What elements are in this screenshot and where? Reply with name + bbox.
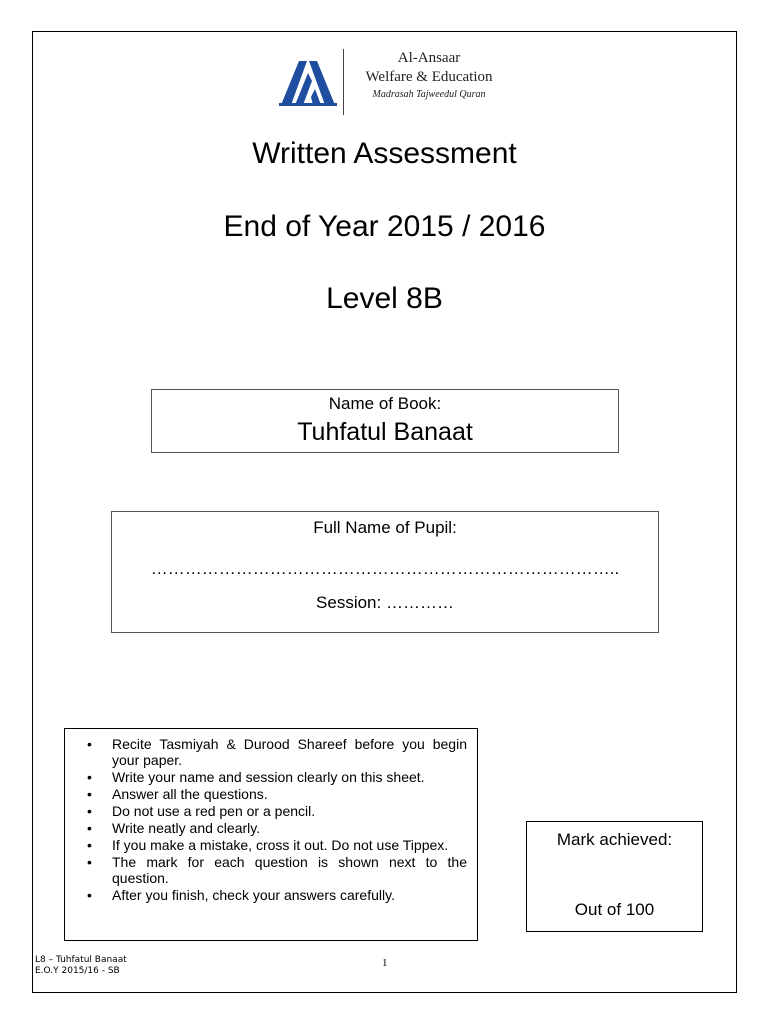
pupil-name-blank: ……………………………………………………………………….. — [150, 559, 620, 578]
mark-achieved-box — [526, 821, 703, 932]
pupil-name-label: Full Name of Pupil: — [313, 518, 457, 537]
logo-divider — [343, 49, 344, 115]
bullet-icon: • — [87, 786, 92, 802]
footer-info — [35, 955, 127, 977]
pupil-details-box — [111, 511, 659, 633]
book-name-box — [151, 389, 619, 453]
instructions-box — [64, 728, 478, 941]
instruction-text: If you make a mistake, cross it out. Do not use Tippex. — [112, 837, 449, 853]
session-field: Session: ………… — [316, 593, 454, 612]
assessment-title: Written Assessment — [252, 137, 517, 170]
instruction-item — [65, 837, 467, 853]
instruction-item — [65, 769, 467, 785]
bullet-icon: • — [87, 887, 92, 903]
instructions-list — [65, 729, 477, 903]
instruction-text: The mark for each question is shown next to the question. — [112, 854, 467, 886]
bullet-icon: • — [87, 736, 92, 752]
mark-total: Out of 100 — [574, 900, 655, 919]
assessment-year: End of Year 2015 / 2016 — [223, 210, 546, 243]
logo-org-subtitle: Welfare & Education — [365, 69, 493, 85]
footer-exam-line: E.O.Y 2015/16 - SB — [35, 966, 120, 976]
book-label: Name of Book: — [328, 394, 442, 413]
logo-text — [349, 49, 509, 103]
organization-logo — [277, 47, 507, 119]
instruction-text: After you finish, check your answers carefully. — [112, 887, 395, 903]
instruction-text: Do not use a red pen or a pencil. — [112, 803, 316, 819]
instruction-item — [65, 820, 467, 836]
assessment-level: Level 8B — [326, 282, 443, 315]
instruction-text: Answer all the questions. — [112, 786, 268, 802]
bullet-icon: • — [87, 854, 92, 870]
instruction-item — [65, 736, 467, 768]
footer-book-line: L8 – Tuhfatul Banaat — [35, 955, 127, 965]
instruction-item — [65, 786, 467, 802]
al-ansaar-logo-icon — [277, 53, 339, 109]
instruction-text: Recite Tasmiyah & Durood Shareef before you begin your paper. — [112, 736, 467, 768]
logo-madrasah-name: Madrasah Tajweedul Quran — [372, 89, 486, 100]
instruction-text: Write your name and session clearly on this sheet. — [112, 769, 425, 785]
bullet-icon: • — [87, 820, 92, 836]
logo-org-name: Al-Ansaar — [397, 50, 461, 66]
bullet-icon: • — [87, 769, 92, 785]
mark-label: Mark achieved: — [556, 830, 673, 849]
instruction-item — [65, 887, 467, 903]
instruction-item — [65, 803, 467, 819]
bullet-icon: • — [87, 837, 92, 853]
page-number: 1 — [382, 957, 388, 969]
book-title: Tuhfatul Banaat — [297, 418, 473, 446]
instruction-item — [65, 854, 467, 886]
bullet-icon: • — [87, 803, 92, 819]
instruction-text: Write neatly and clearly. — [112, 820, 261, 836]
